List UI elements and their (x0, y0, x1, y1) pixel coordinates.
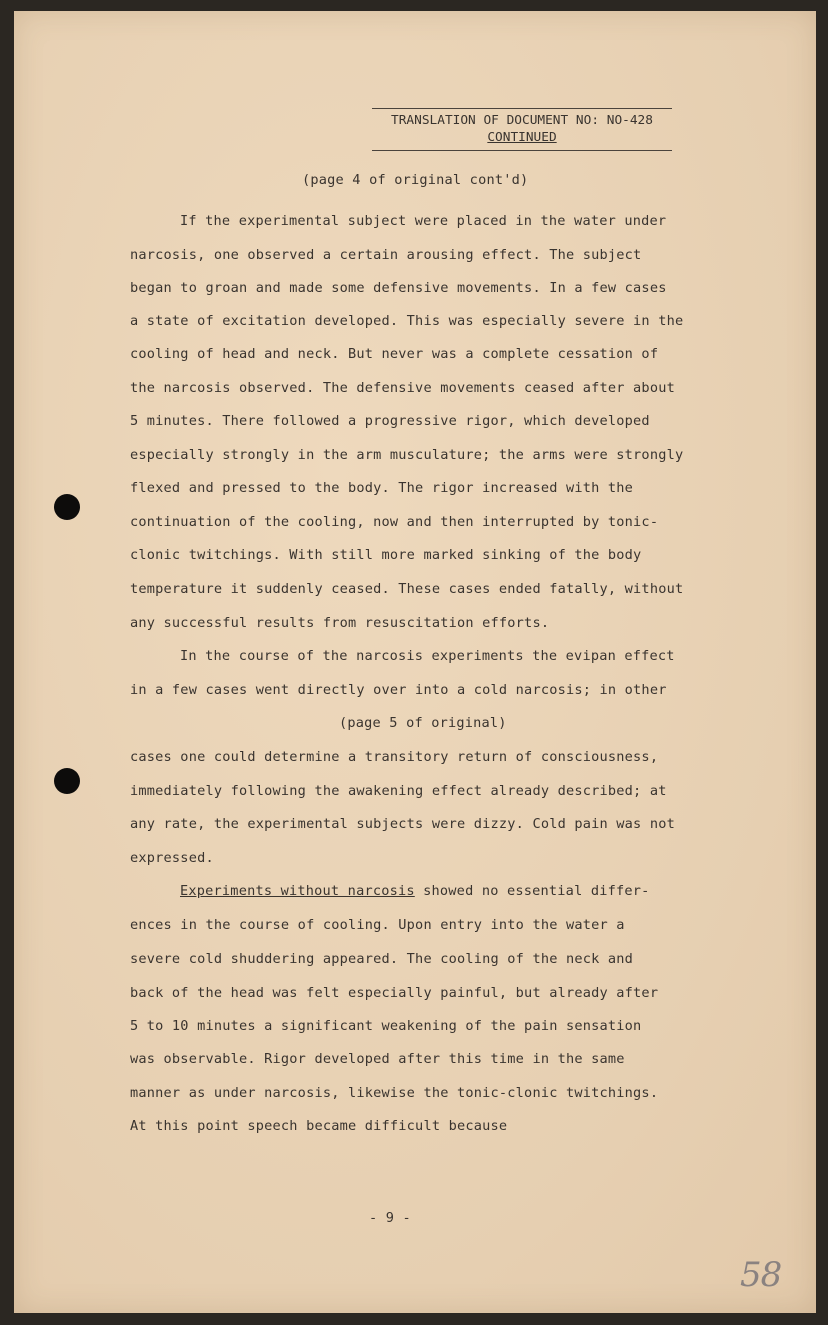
paragraph-3-lead: Experiments without narcosis (180, 883, 415, 899)
paragraph-3-line: was observable. Rigor developed after this time in the same (130, 1051, 625, 1067)
paragraph-2-line: expressed. (130, 850, 214, 866)
heading-line-1: TRANSLATION OF DOCUMENT NO: NO-428 (391, 113, 653, 128)
paragraph-1-line: If the experimental subject were placed in the water under (180, 213, 667, 229)
paragraph-3-line (180, 883, 650, 899)
handwritten-folio-number: 58 (740, 1255, 782, 1295)
paragraph-2-line: in a few cases went directly over into a cold narcosis; in other (130, 682, 667, 698)
page-note-top: (page 4 of original cont'd) (302, 172, 529, 188)
paragraph-3-line: At this point speech became difficult because (130, 1118, 508, 1134)
paragraph-3-line: severe cold shuddering appeared. The cooling of the neck and (130, 951, 634, 967)
paragraph-2-line: immediately following the awakening effect already described; at (130, 783, 667, 799)
paragraph-1-line: the narcosis observed. The defensive movements ceased after about (130, 380, 675, 396)
paragraph-3-lead-rest: showed no essential differ- (414, 883, 650, 899)
paragraph-1-line: any successful results from resuscitation efforts. (130, 615, 550, 631)
paragraph-1-line: continuation of the cooling, now and then interrupted by tonic- (130, 514, 659, 530)
punch-hole-lower (54, 768, 80, 794)
paragraph-1-line: cooling of head and neck. But never was a complete cessation of (130, 346, 659, 362)
paragraph-1-line: especially strongly in the arm musculature; the arms were strongly (130, 447, 684, 463)
paragraph-3-line: ences in the course of cooling. Upon entry into the water a (130, 917, 625, 933)
paragraph-1-line: a state of excitation developed. This was especially severe in the (130, 313, 684, 329)
paragraph-2-line: any rate, the experimental subjects were dizzy. Cold pain was not (130, 816, 675, 832)
page-note-mid: (page 5 of original) (339, 715, 507, 731)
paragraph-1-line: flexed and pressed to the body. The rigor increased with the (130, 480, 634, 496)
paragraph-2-line: cases one could determine a transitory return of consciousness, (130, 749, 659, 765)
paragraph-1-line: clonic twitchings. With still more marked sinking of the body (130, 547, 642, 563)
punch-hole-upper (54, 494, 80, 520)
heading-continued: CONTINUED (487, 130, 557, 145)
heading-line-2 (372, 129, 672, 146)
paragraph-2-line: In the course of the narcosis experiments the evipan effect (180, 648, 675, 664)
paragraph-3-line: 5 to 10 minutes a significant weakening of the pain sensation (130, 1018, 642, 1034)
paragraph-3-line: manner as under narcosis, likewise the tonic-clonic twitchings. (130, 1085, 659, 1101)
paragraph-1-line: narcosis, one observed a certain arousing effect. The subject (130, 247, 642, 263)
paragraph-1-line: began to groan and made some defensive movements. In a few cases (130, 280, 667, 296)
page-number: - 9 - (369, 1210, 411, 1226)
document-heading (372, 108, 672, 151)
paragraph-1-line: 5 minutes. There followed a progressive rigor, which developed (130, 413, 650, 429)
paragraph-3-line: back of the head was felt especially painful, but already after (130, 985, 659, 1001)
paragraph-1-line: temperature it suddenly ceased. These cases ended fatally, without (130, 581, 684, 597)
